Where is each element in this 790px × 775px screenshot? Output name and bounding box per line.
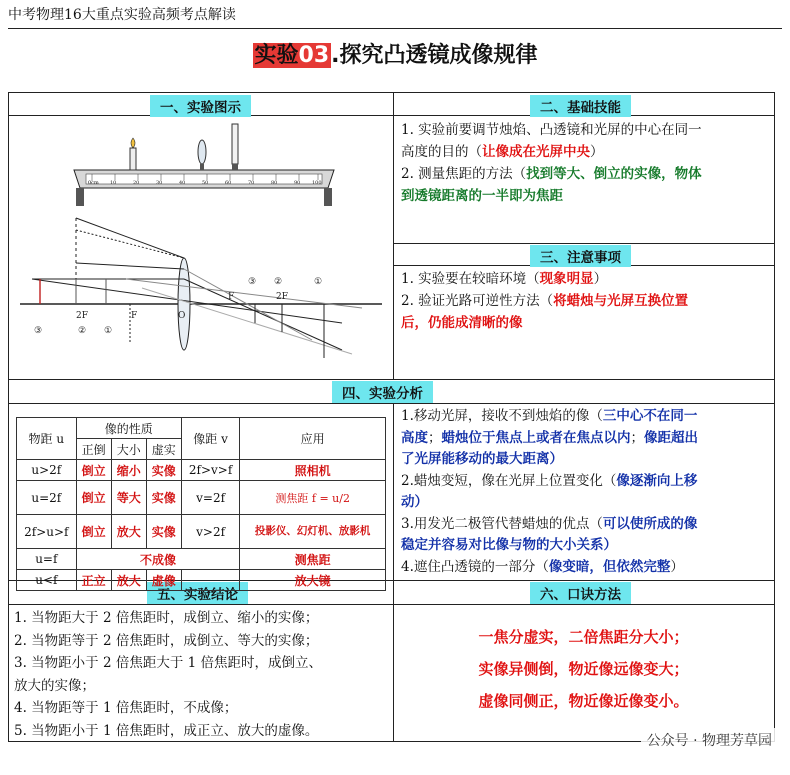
mark-1-right: ① (314, 277, 323, 287)
grid-h2 (393, 243, 774, 244)
analysis-line-4: 2.蜡烛变短，像在光屏上位置变化（像逐渐向上移 (401, 472, 698, 489)
analysis-line-7: 稳定并容易对比像与物的大小关系） (401, 537, 617, 553)
label-F-left: F (131, 311, 138, 321)
table-row: 2f>u>f 倒立 放大 实像 v>2f 投影仪、幻灯机、放影机 (17, 515, 386, 549)
grid-v-bottom (393, 403, 394, 741)
grid-h7 (9, 604, 774, 605)
skills-line-1: 1. 实验前要调节烛焰、凸透镜和光屏的中心在同一 (401, 122, 702, 138)
imaging-table (16, 417, 386, 591)
table-row: u>2f 倒立 缩小 实像 2f>v>f 照相机 (17, 460, 386, 481)
candle (130, 138, 136, 170)
skills-block (401, 119, 702, 207)
ruler-unit: 0cm (88, 180, 99, 186)
lens-holder (198, 140, 206, 170)
analysis-line-8: 4.遮住凸透镜的一部分（像变暗，但依然完整） (401, 558, 684, 575)
th-app: 应用 (240, 418, 386, 460)
lens-diagram (12, 118, 390, 376)
section-conclusion: 五、实验结论 (147, 582, 248, 604)
tick-80: 80 (271, 180, 278, 186)
rhyme-line-1: 一焦分虚实，二倍焦距分大小； (478, 628, 689, 646)
ray-diagram (20, 218, 382, 358)
skills-line-3: 2. 测量焦距的方法（找到等大、倒立的实像，物体 (401, 166, 702, 182)
tick-50: 50 (202, 180, 209, 186)
th-zd: 正倒 (76, 439, 111, 460)
notes-line-3: 后，仍能成清晰的像 (401, 315, 523, 331)
section-skills: 二、基础技能 (530, 95, 631, 117)
grid-h5 (9, 403, 774, 404)
conclusion-line: 1. 当物距大于 2 倍焦距时，成倒立、缩小的实像； (14, 610, 319, 626)
th-prop: 像的性质 (76, 418, 181, 439)
title-tag: 实验03 (254, 43, 330, 68)
tick-10: 10 (110, 180, 117, 186)
watermark: 公众号 · 物理芳草园 (641, 728, 778, 752)
tick-60: 60 (225, 180, 232, 186)
mark-2-left: ② (78, 326, 87, 336)
label-2F-right: 2F (276, 292, 288, 302)
analysis-line-5: 动） (401, 494, 428, 510)
header-text: 中考物理16大重点实验高频考点解读 (8, 7, 236, 23)
analysis-line-3: 了光屏能移动的最大距离） (401, 451, 563, 467)
mark-1-left: ① (104, 326, 113, 336)
table-row: u=f 不成像 测焦距 (17, 549, 386, 570)
conclusion-line: 放大的实像； (14, 677, 95, 694)
mark-2-right: ② (274, 277, 283, 287)
screen-holder (232, 124, 238, 170)
grid-h4 (9, 379, 774, 380)
table-row: u=2f 倒立 等大 实像 v=2f 测焦距 f = u/2 (17, 481, 386, 515)
label-O: O (178, 311, 186, 321)
mark-3-left: ③ (34, 326, 43, 336)
rhyme-line-3: 虚像同侧正，物近像近像变小。 (478, 692, 689, 710)
conclusion-line: 4. 当物距等于 1 倍焦距时，不成像； (14, 700, 238, 716)
optical-bench (74, 124, 334, 206)
notes-block (401, 268, 688, 334)
th-dx: 大小 (111, 439, 146, 460)
analysis-line-6: 3.用发光二极管代替蜡烛的优点（可以使所成的像 (401, 515, 698, 532)
mark-3-right: ③ (248, 277, 257, 287)
skills-line-2: 高度的目的（让像成在光屏中央） (401, 144, 604, 160)
header-divider (8, 28, 782, 29)
section-notes: 三、注意事项 (530, 245, 631, 267)
th-xs: 虚实 (146, 439, 181, 460)
tick-30: 30 (156, 180, 163, 186)
section-rhyme: 六、口诀方法 (530, 582, 631, 604)
label-2F-left: 2F (76, 311, 88, 321)
tick-100: 100 (312, 180, 322, 186)
grid-v-top (393, 93, 394, 379)
section-analysis: 四、实验分析 (332, 381, 433, 403)
skills-line-4: 到透镜距离的一半即为焦距 (401, 188, 563, 204)
tick-90: 90 (294, 180, 301, 186)
section-diagram: 一、实验图示 (150, 95, 251, 117)
notes-line-1: 1. 实验要在较暗环境（现象明显） (401, 271, 608, 287)
conclusion-line: 2. 当物距等于 2 倍焦距时，成倒立、等大的实像； (14, 632, 319, 649)
conclusion-block (14, 607, 322, 742)
th-u: 物距 u (17, 418, 77, 460)
analysis-line-2: 高度；蜡烛位于焦点上或者在焦点以内；像距超出 (401, 429, 698, 446)
th-v: 像距 v (181, 418, 240, 460)
page-title: 实验03.探究凸透镜成像规律 (254, 43, 538, 68)
tick-40: 40 (179, 180, 186, 186)
analysis-block (401, 406, 698, 578)
tick-20: 20 (133, 180, 140, 186)
analysis-line-1: 1.移动光屏，接收不到烛焰的像（三中心不在同一 (401, 408, 698, 424)
conclusion-line: 3. 当物距小于 2 倍焦距大于 1 倍焦距时，成倒立、 (14, 655, 323, 671)
table-row: u<f 正立 放大 虚像 放大镜 (17, 570, 386, 591)
conclusion-line: 5. 当物距小于 1 倍焦距时，成正立、放大的虚像。 (14, 722, 319, 739)
notes-line-2: 2. 验证光路可逆性方法（将蜡烛与光屏互换位置 (401, 293, 689, 309)
tick-70: 70 (248, 180, 255, 186)
label-F-right: F (228, 292, 235, 302)
rhyme-line-2: 实像异侧倒，物近像远像变大； (478, 660, 689, 678)
